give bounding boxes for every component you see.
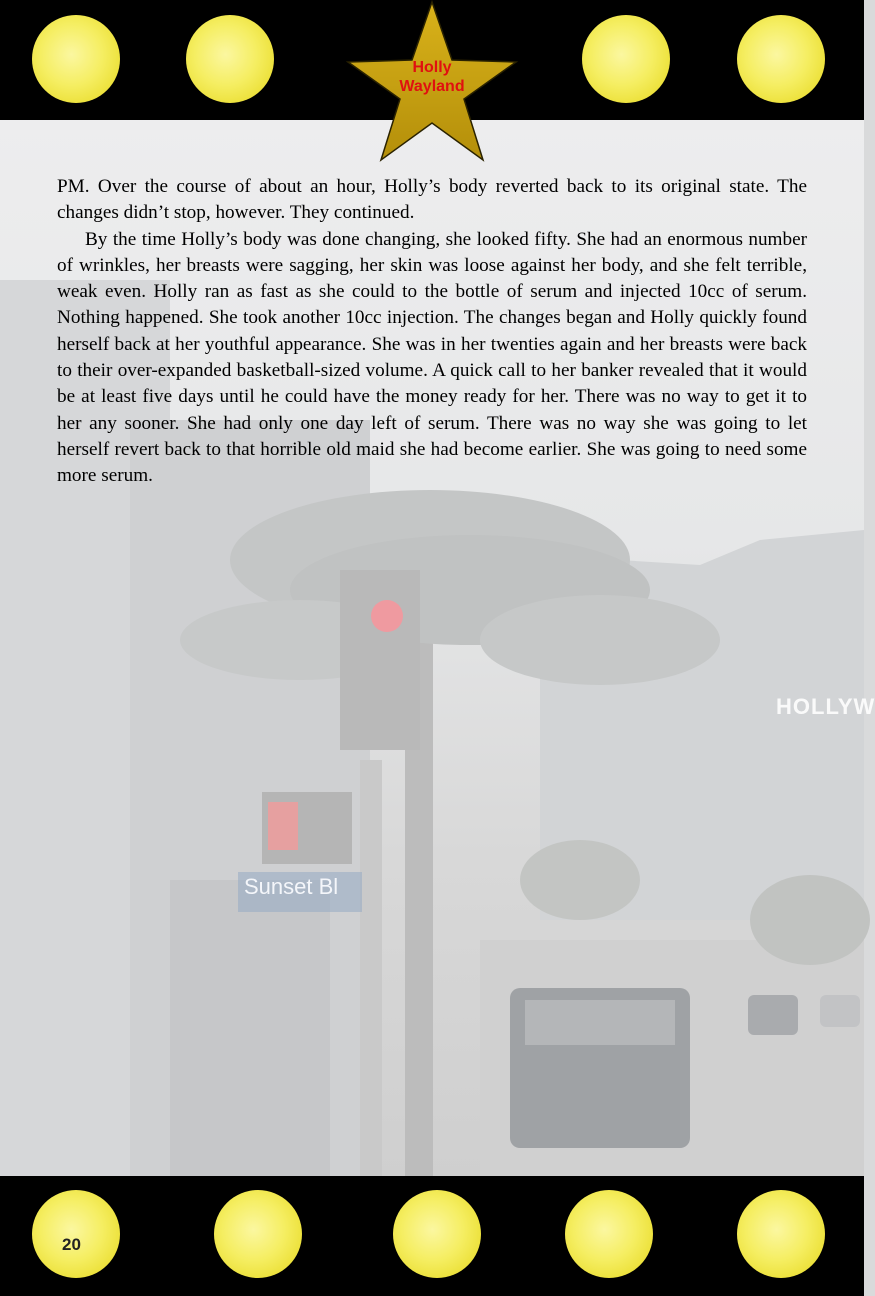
light-bulb-icon — [32, 15, 120, 103]
light-bulb-icon — [737, 15, 825, 103]
hollywood-sign-text: HOLLYW — [776, 694, 875, 719]
light-bulb-icon — [32, 1190, 120, 1278]
page-number: 20 — [62, 1235, 81, 1254]
story-text — [57, 174, 807, 490]
street-sign: Sunset Bl — [238, 872, 362, 912]
light-bulb-icon — [737, 1190, 825, 1278]
light-bulb-icon — [582, 15, 670, 103]
star-title-line-1: Holly — [412, 59, 452, 76]
light-bulb-icon — [565, 1190, 653, 1278]
light-bulb-icon — [186, 15, 274, 103]
star-title — [346, 58, 518, 96]
light-bulb-icon — [393, 1190, 481, 1278]
light-bulb-icon — [214, 1190, 302, 1278]
star-title-line-2: Wayland — [399, 78, 465, 95]
paragraph: PM. Over the course of about an hour, Holly’s body reverted back to its original state. The changes didn’t stop, however. They continued. — [57, 176, 807, 224]
footer-bar — [0, 1176, 864, 1296]
paragraph: By the time Holly’s body was done changing, she looked fifty. She had an enormous number of wrinkles, her breasts were sagging, her skin was loose against her body, and she felt terrible, weak even. Holly ran as fast as she could to the bottle of serum and injected 10cc of serum. Nothing happened. She took another 10cc injection. The changes began and Holly quickly found herself back at her youthful appearance. She was in her twenties again and her breasts were back to their over-expanded basketball-sized volume. A quick call to her banker revealed that it would be at least five days until he could have the money ready for her. There was no way to get it to her any sooner. She had only one day left of serum. There was no way she was going to let herself revert back to that horrible old maid she had become earlier. She was going to need some more serum. — [57, 228, 807, 487]
